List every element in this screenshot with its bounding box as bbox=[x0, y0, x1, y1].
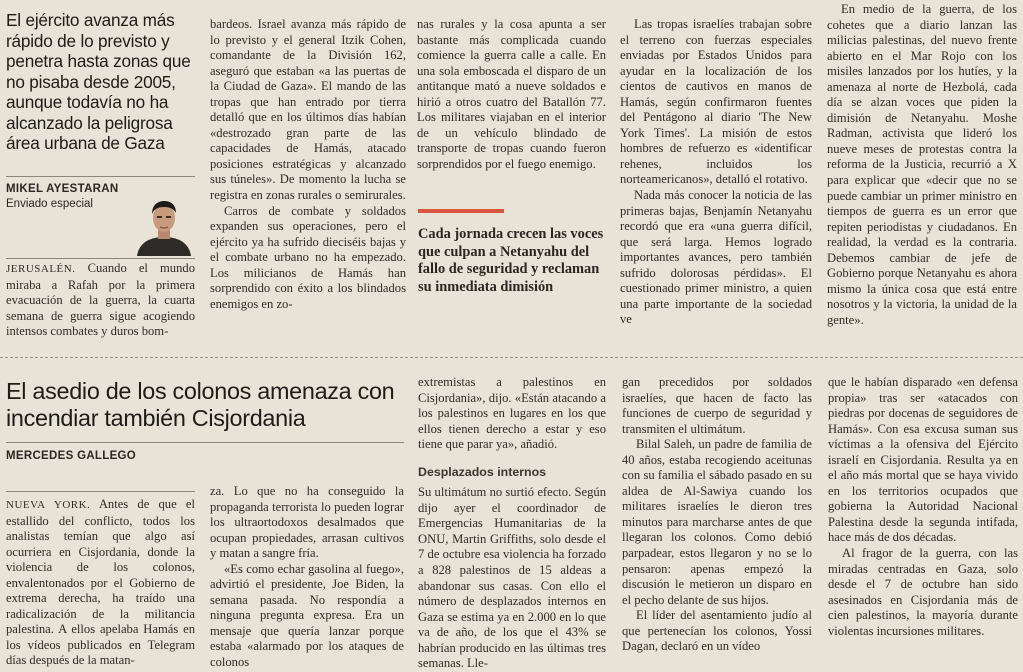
article1-column-1 bbox=[6, 261, 195, 340]
article1-author: MIKEL AYESTARAN bbox=[6, 183, 119, 195]
article1-pullquote: Cada jornada crecen las voces que culpan a Netanyahu del fallo de seguridad y reclaman su inmediata dimisión bbox=[418, 226, 604, 295]
article1-col4-para2: Nada más conocer la noticia de las primeras bajas, Benjamín Netanyahu recordó que era «una guerra difícil, que será larga. Hemos logrado importantes avances, pero también sufrido dolorosas pérdidas». El cuestionado primer ministro, a quien una parte importante de la sociedad ve bbox=[620, 188, 812, 327]
article2-headline: El asedio de los colonos amenaza con incendiar también Cisjordania bbox=[6, 378, 395, 431]
article2-col4-para2: Bilal Saleh, un padre de familia de 40 años, estaba recogiendo aceitunas con su familia el sábado pasado en su aldea de Al-Sawiya cuando los militares israelíes le dieron tres minutos para marcharse antes de que llegaran los colonos. Como debió parpadear, estos llegaron y no se lo pensaron: apenas empezó la discusión le metieron un disparo en el pecho delante de sus hijos. bbox=[622, 437, 812, 607]
article2-col4-para3: El líder del asentamiento judío al que pertenecían los colonos, Yossi Dagan, declaró en un vídeo bbox=[622, 608, 812, 654]
article1-col2-para1: bardeos. Israel avanza más rápido de lo previsto y el general Itzik Cohen, comandante de la División 162, aseguró que estaban «a las puertas de la Ciudad de Gaza». El mando de las tropas que han entrado por tierra detalló que en los últimos días habían «destrozado gran parte de las capacidades de Hamás, atacado posiciones estratégicas y alcanzado sus túneles». De momento la lucha se registra en zonas rurales o semirurales. bbox=[210, 17, 406, 203]
article2-col1-text: Antes de que el estallido del conflicto, todos los analistas temían que algo así ocurriera en Cisjordania, donde la violencia de los colonos, envalentonados por el Gobierno de extrema derecha, ha traído una radicalización de la militancia palestina. A ellos apelaba Hamás en los vídeos publicados en Telegram días después de la matan- bbox=[6, 497, 195, 668]
article1-col5-text: En medio de la guerra, de los cohetes que a diario lanzan las milicias palestinas, del nuevo frente abierto en el Mar Rojo con los misiles lanzados por los hutíes, y la amenaza al norte de Hezbolá, cada día se alzan voces que piden la dimisión de Netanyahu. Moshe Radman, activista que lideró los nueve meses de protestas contra la reforma de la Justicia, recurrió a X para explicar que «decir que no se puede cambiar un primer ministro en tiempos de guerra es un error que repiten periodistas y ciudadanos. En realidad, la verdad es la contraria. Debemos cambiar de jefe de Gobierno porque Netanyahu es ahora mismo la única cosa que está entre nosotros y la victoria, la unidad de la gente». bbox=[827, 2, 1017, 327]
article1-headline: El ejército avanza más rápido de lo previsto y penetra hasta zonas que no pisaba desde 2005, aunque todavía no ha alcanzado la peligrosa área urbana de Gaza bbox=[6, 10, 191, 153]
byline-rule-3 bbox=[6, 491, 195, 492]
article1-col3-text: nas rurales y la cosa apunta a ser bastante más complicada cuando comience la guerra calle a calle. En una sola emboscada el disparo de un antitanque mató a nueve soldados e hirió a otros cuatro del Batallón 77. Los militares viajaban en el interior de un vehículo blindado de transporte de tropas cuando fueron sorprendidos por el fuego enemigo. bbox=[417, 17, 606, 171]
article2-col5-para2: Al fragor de la guerra, con las miradas centradas en Gaza, solo desde el 7 de octubre han sido asesinados en Cisjordania más de cien palestinos, la mayoría durante violentas incursiones militares. bbox=[828, 546, 1018, 638]
article2-col3-para1: extremistas a palestinos en Cisjordania», dijo. «Están atacando a los palestinos en lugares en los que ellos tienen derecho a estar y eso tiene que parar ya», añadió. bbox=[418, 375, 606, 452]
article1-col1-text: Cuando el mundo miraba a Rafah por la primera evacuación de la guerra, la cuarta semana de guerra sigue acogiendo intensos combates y duros bom- bbox=[6, 261, 195, 339]
article2-column-1 bbox=[6, 497, 195, 669]
section-divider bbox=[0, 357, 1023, 358]
article2-col5-para1: que le habían disparado «en defensa propia» tras ser «atacados con piedras por docenas de seguidores de Hamás». Con esa excusa suman sus víctimas a la ofensiva del Ejército israelí en Cisjordania. Resulta ya en el año más mortal que se haya vivido en los territorios ocupados que gobierna la Autoridad Nacional Palestina desde la segunda intifada, hace más de dos décadas. bbox=[828, 375, 1018, 545]
article2-col2-para2: «Es como echar gasolina al fuego», advirtió el presidente, Joe Biden, la semana pasada. No respondía a ninguna pregunta expresa. Era un mensaje que quería lanzar porque estaba «alarmado por los ataques de colonos bbox=[210, 561, 404, 670]
pullquote-accent-bar bbox=[418, 209, 504, 213]
article1-role: Enviado especial bbox=[6, 198, 93, 210]
photo-rule bbox=[6, 258, 195, 259]
article1-column-3 bbox=[417, 17, 606, 172]
article1-col4-para1: Las tropas israelíes trabajan sobre el terreno con fuerzas especiales enviadas por Estados Unidos para ayudar en la localización de los cientos de cautivos en manos de Hamás, según confirmaron fuentes del Pentágono al diario 'The New York Times'. La misión de estos hombres de refuerzo es «identificar rehenes, incluidos los norteamericanos», detalló el rotativo. bbox=[620, 17, 812, 187]
article1-col2-para2: Carros de combate y soldados expanden sus operaciones, pero el ejército ya ha sufrido dieciséis bajas y el combate urbano no ha empezado. Los milicianos de Hamás han sorprendido con éxito a los blindados enemigos en zo- bbox=[210, 203, 406, 311]
article2-dateline: NUEVA YORK. bbox=[6, 499, 91, 511]
article2-column-3 bbox=[418, 375, 606, 672]
article2-column-5 bbox=[828, 375, 1018, 639]
article2-column-4 bbox=[622, 375, 812, 655]
portrait-image bbox=[133, 196, 195, 256]
article2-author: MERCEDES GALLEGO bbox=[6, 450, 137, 462]
article2-col3-para2: Su ultimátum no surtió efecto. Según dijo ayer el coordinador de Emergencias Humanitarias de la ONU, Martin Griffiths, solo desde el 7 de octubre esa violencia ha forzado a 828 palestinos de 15 aldeas a abandonar sus casas. Con ello el número de desplazados internos en Gaza se estima ya en 2.000 en lo que va de año, de los que el 43% se habrían producido en las últimas tres semanas. Lle- bbox=[418, 485, 606, 671]
article1-dateline: JERUSALÉN. bbox=[6, 263, 76, 275]
author-portrait bbox=[133, 196, 195, 256]
article2-col2-para1: za. Lo que no ha conseguido la propaganda terrorista lo pueden lograr los ultraortodoxos desalmados que ocupan propiedades, arrasan cultivos y matan a sangre fría. bbox=[210, 484, 404, 561]
article1-column-5 bbox=[827, 2, 1017, 328]
byline-rule bbox=[6, 176, 195, 177]
article2-subhead: Desplazados internos bbox=[418, 464, 547, 479]
article2-column-2 bbox=[210, 484, 404, 671]
article2-col4-para1: gan precedidos por soldados israelíes, que hacen de facto las funciones de cuerpo de seguridad y transmiten el ultimátum. bbox=[622, 375, 812, 436]
article1-column-4 bbox=[620, 17, 812, 328]
byline-rule-2 bbox=[6, 442, 404, 443]
article1-column-2 bbox=[210, 17, 406, 312]
